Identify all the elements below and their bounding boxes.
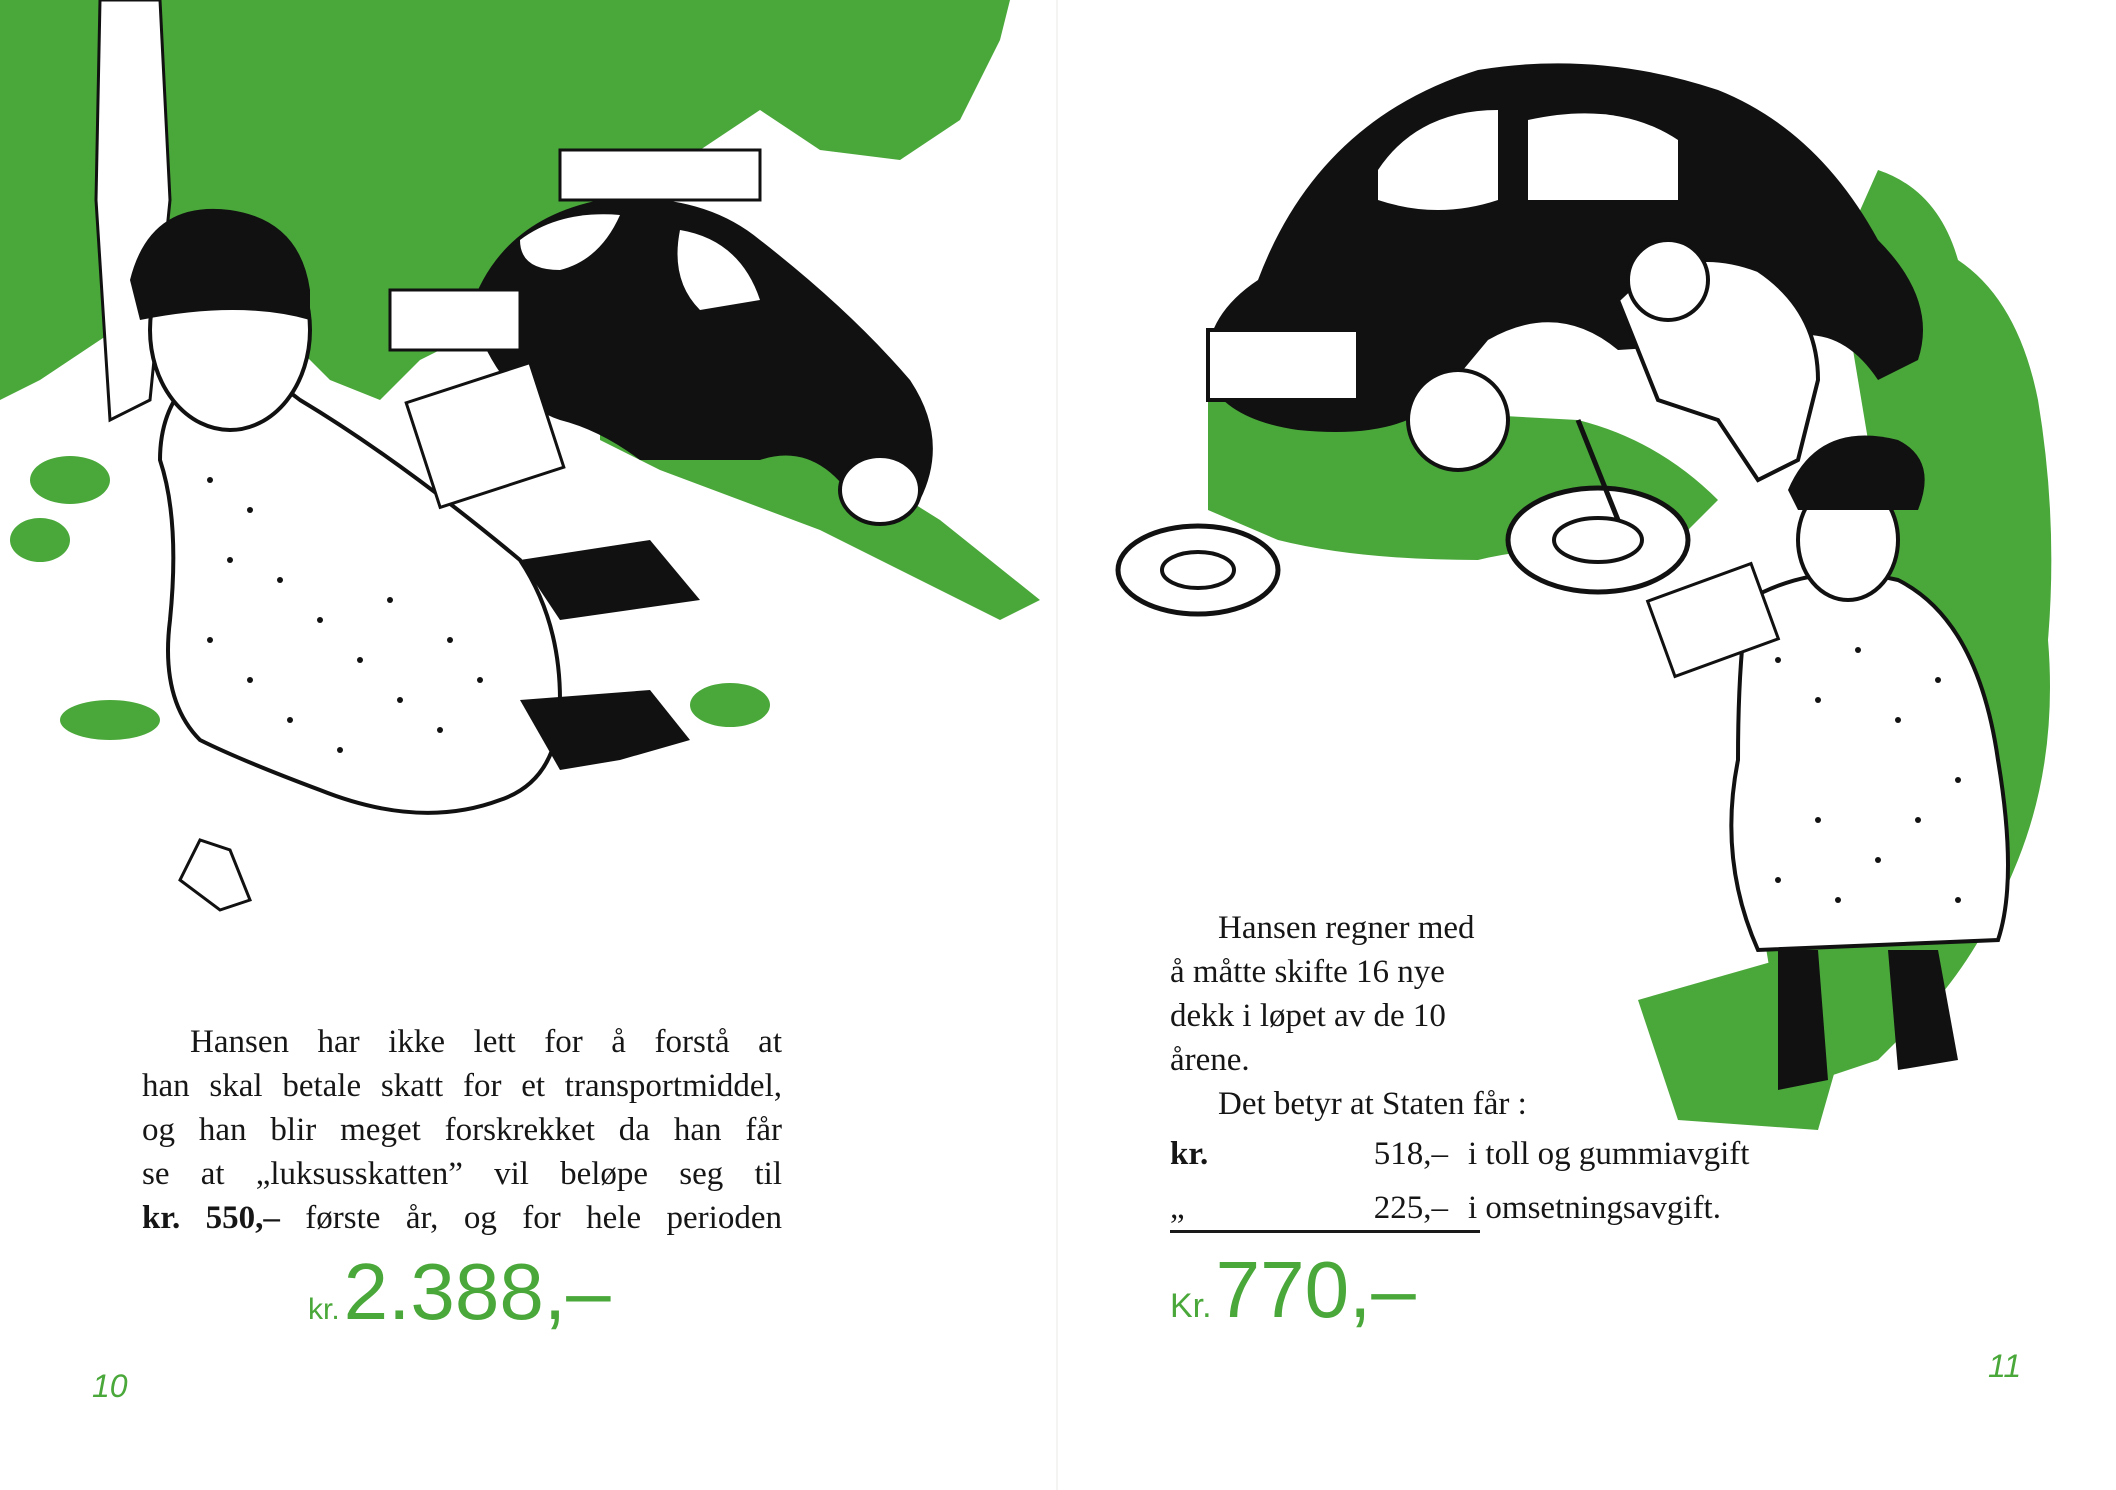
right-page: [1058, 0, 2116, 1490]
right-line-2: å måtte skifte 16 nye: [1170, 954, 1445, 990]
right-total-value: 770,–: [1215, 1245, 1416, 1334]
calc-row-2-label: „: [1170, 1190, 1185, 1226]
left-total: [308, 1246, 611, 1336]
left-illustration: [0, 0, 1058, 1000]
left-line-2: han skal betale skatt for et transportmiddel,: [142, 1068, 782, 1104]
page-number-left: 10: [92, 1368, 128, 1404]
calc-row-customs: [1170, 1136, 1749, 1173]
right-total: [1170, 1244, 1416, 1336]
left-line-5-rest: første år, og for hele perioden: [279, 1200, 782, 1236]
car-right: [1207, 63, 1923, 470]
right-total-prefix: Kr.: [1170, 1287, 1212, 1325]
left-line-5: [142, 1196, 782, 1240]
calc-row-2-amount: 225,–: [1373, 1190, 1448, 1226]
left-paragraph: [142, 1020, 782, 1240]
right-subline: Det betyr at Staten får :: [1218, 1086, 1527, 1122]
right-line-3: dekk i løpet av de 10: [1170, 998, 1446, 1034]
left-line-1: Hansen har ikke lett for å forstå at: [190, 1024, 782, 1060]
right-line-1: Hansen regner med: [1218, 910, 1475, 946]
tax-first-year: kr. 550,–: [142, 1200, 280, 1236]
right-line-4: årene.: [1170, 1042, 1250, 1078]
left-total-prefix: kr.: [308, 1293, 340, 1326]
page-number-right: 11: [1988, 1348, 2022, 1384]
right-paragraph: [1170, 906, 1590, 1126]
left-total-value: 2.388,–: [343, 1247, 611, 1336]
sum-rule: [1170, 1230, 1480, 1233]
calc-row-sales-tax: [1170, 1190, 1721, 1227]
left-line-4: se at „luksusskatten” vil beløpe seg til: [142, 1156, 782, 1192]
calc-row-1-amount: 518,–: [1373, 1136, 1448, 1172]
calc-row-1-label: kr.: [1170, 1136, 1209, 1172]
calc-row-1-desc: i toll og gummiavgift: [1468, 1136, 1750, 1172]
calc-row-2-desc: i omsetningsavgift.: [1468, 1190, 1721, 1226]
left-line-3: og han blir meget forskrekket da han får: [142, 1112, 782, 1148]
